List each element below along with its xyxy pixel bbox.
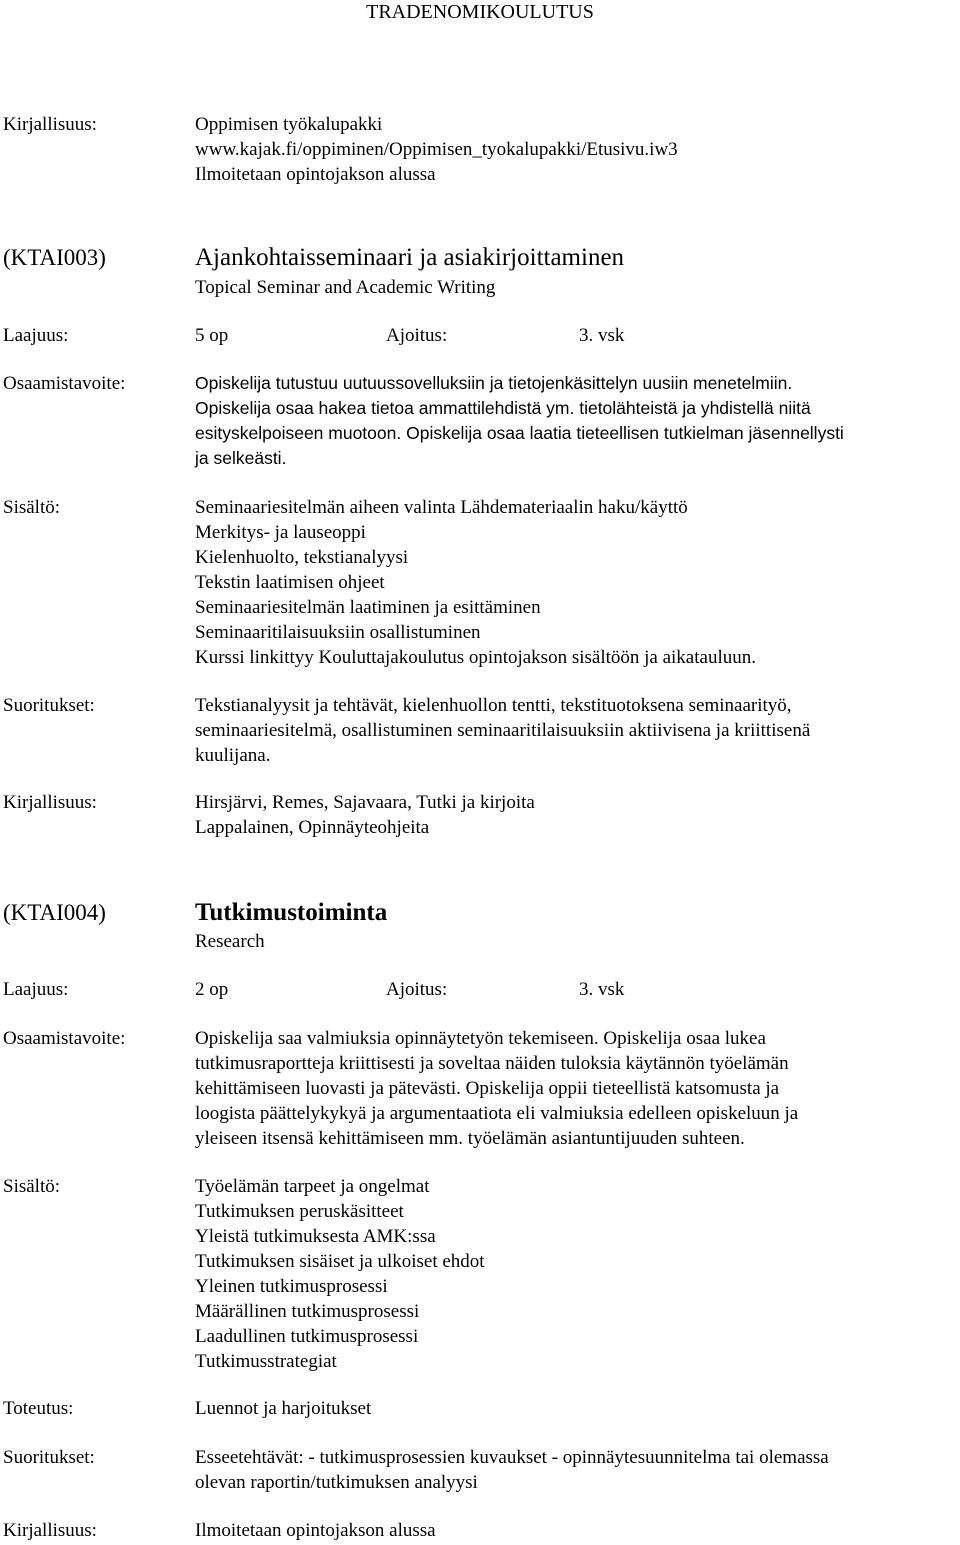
sisalto-label: Sisältö:: [3, 1176, 61, 1197]
suoritukset-line: seminaariesitelmä, osallistuminen seminaaritilaisuuksiin aktiivisena ja kriittisenä: [195, 720, 811, 741]
sisalto-line: Työelämän tarpeet ja ongelmat: [195, 1176, 430, 1197]
kirjallisuus-label: Kirjallisuus:: [3, 792, 97, 813]
osaamistavoite-line: kehittämiseen luovasti ja pätevästi. Opiskelija oppii tieteellistä katsomusta ja: [195, 1078, 780, 1099]
course-subtitle: Research: [195, 931, 265, 952]
osaamistavoite-line: yleiseen itsensä kehittämiseen mm. työelämän asiantuntijuuden suhteen.: [195, 1128, 745, 1149]
osaamistavoite-line: tutkimusraportteja kriittisesti ja soveltaa näiden tuloksia käytännön työelämän: [195, 1053, 789, 1074]
osaamistavoite-line: Opiskelija tutustuu uutuussovelluksiin ja tietojenkäsittelyn uusiin menetelmiin.: [195, 373, 793, 393]
intro-kirjallisuus-label: Kirjallisuus:: [3, 114, 97, 135]
course-code: (KTAI003): [3, 245, 106, 270]
sisalto-line: Kielenhuolto, tekstianalyysi: [195, 547, 409, 568]
ajoitus-value: 3. vsk: [579, 979, 625, 1000]
document-header: TRADENOMIKOULUTUS: [366, 1, 594, 23]
sisalto-line: Tekstin laatimisen ohjeet: [195, 572, 385, 593]
laajuus-value: 5 op: [195, 325, 229, 346]
suoritukset-line: olevan raportin/tutkimuksen analyysi: [195, 1472, 478, 1493]
sisalto-line: Yleinen tutkimusprosessi: [195, 1276, 388, 1297]
osaamistavoite-line: loogista päättelykykyä ja argumentaatiota eli valmiuksia edelleen opiskeluun ja: [195, 1103, 799, 1124]
sisalto-label: Sisältö:: [3, 497, 61, 518]
osaamistavoite-line: Opiskelija osaa hakea tietoa ammattilehdistä ym. tietolähteistä ja yhdistellä niitä: [195, 398, 811, 418]
suoritukset-content: [195, 693, 810, 768]
kirjallisuus-label: Kirjallisuus:: [3, 1520, 97, 1541]
toteutus-value: Luennot ja harjoitukset: [195, 1398, 372, 1419]
kirjallisuus-line: Lappalainen, Opinnäyteohjeita: [195, 817, 430, 838]
sisalto-content: [195, 495, 756, 670]
suoritukset-label: Suoritukset:: [3, 1447, 95, 1468]
sisalto-line: Määrällinen tutkimusprosessi: [195, 1301, 420, 1322]
osaamistavoite-label: Osaamistavoite:: [3, 373, 126, 394]
sisalto-line: Seminaariesitelmän laatiminen ja esittäminen: [195, 597, 541, 618]
laajuus-label: Laajuus:: [3, 979, 69, 1000]
ajoitus-label: Ajoitus:: [386, 325, 448, 346]
sisalto-line: Laadullinen tutkimusprosessi: [195, 1326, 419, 1347]
osaamistavoite-line: Opiskelija saa valmiuksia opinnäytetyön tekemiseen. Opiskelija osaa lukea: [195, 1028, 766, 1049]
suoritukset-line: kuulijana.: [195, 745, 271, 766]
osaamistavoite-label: Osaamistavoite:: [3, 1028, 126, 1049]
laajuus-value: 2 op: [195, 979, 229, 1000]
suoritukset-label: Suoritukset:: [3, 695, 95, 716]
course-code: (KTAI004): [3, 900, 106, 925]
sisalto-line: Seminaaritilaisuuksiin osallistuminen: [195, 622, 481, 643]
suoritukset-line: Esseetehtävät: - tutkimusprosessien kuvaukset - opinnäytesuunnitelma tai olemassa: [195, 1447, 829, 1468]
sisalto-line: Kurssi linkittyy Kouluttajakoulutus opintojakson sisältöön ja aikatauluun.: [195, 647, 756, 668]
sisalto-line: Seminaariesitelmän aiheen valinta Lähdemateriaalin haku/käyttö: [195, 497, 688, 518]
osaamistavoite-line: ja selkeästi.: [195, 448, 287, 468]
suoritukset-content: [195, 1445, 829, 1495]
intro-kirjallisuus-content: [195, 112, 678, 187]
sisalto-content: [195, 1174, 485, 1374]
sisalto-line: Tutkimusstrategiat: [195, 1351, 337, 1372]
laajuus-label: Laajuus:: [3, 325, 69, 346]
ajoitus-label: Ajoitus:: [386, 979, 448, 1000]
osaamistavoite-line: esityskelpoiseen muotoon. Opiskelija osaa laatia tieteellisen tutkielman jäsennellysti: [195, 423, 844, 443]
osaamistavoite-content: [195, 1026, 798, 1151]
sisalto-line: Tutkimuksen sisäiset ja ulkoiset ehdot: [195, 1251, 485, 1272]
course-subtitle: Topical Seminar and Academic Writing: [195, 277, 496, 298]
course-title: Tutkimustoiminta: [195, 899, 388, 926]
sisalto-line: Merkitys- ja lauseoppi: [195, 522, 366, 543]
suoritukset-line: Tekstianalyysit ja tehtävät, kielenhuollon tentti, tekstituotoksena seminaarityö,: [195, 695, 792, 716]
course-title: Ajankohtaisseminaari ja asiakirjoittaminen: [195, 244, 625, 271]
intro-line: www.kajak.fi/oppiminen/Oppimisen_tyokalupakki/Etusivu.iw3: [195, 139, 678, 160]
kirjallisuus-line: Hirsjärvi, Remes, Sajavaara, Tutki ja kirjoita: [195, 792, 535, 813]
intro-line: Oppimisen työkalupakki: [195, 114, 383, 135]
intro-line: Ilmoitetaan opintojakson alussa: [195, 164, 436, 185]
sisalto-line: Tutkimuksen peruskäsitteet: [195, 1201, 404, 1222]
osaamistavoite-content: [195, 371, 844, 471]
kirjallisuus-content: [195, 790, 535, 840]
ajoitus-value: 3. vsk: [579, 325, 625, 346]
kirjallisuus-value: Ilmoitetaan opintojakson alussa: [195, 1520, 436, 1541]
toteutus-label: Toteutus:: [3, 1398, 74, 1419]
sisalto-line: Yleistä tutkimuksesta AMK:ssa: [195, 1226, 436, 1247]
